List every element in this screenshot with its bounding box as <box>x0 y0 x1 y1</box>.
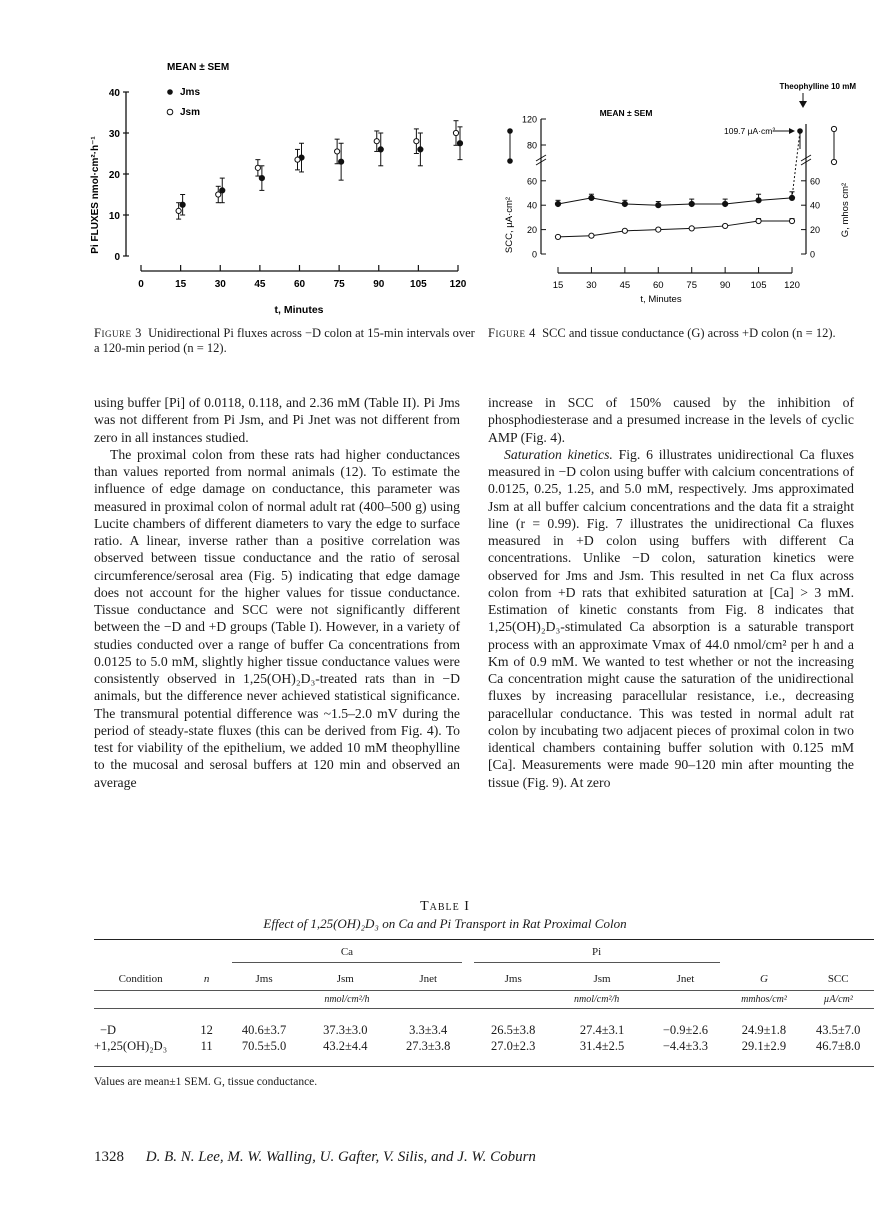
figure-4-chart <box>496 75 880 315</box>
y-right-tick-label: 0 <box>810 249 816 260</box>
y-right-tick-label: 20 <box>810 225 821 236</box>
x-tick-label: 60 <box>652 280 664 291</box>
g-point <box>723 223 728 228</box>
jsm-point <box>176 208 181 213</box>
table-1 <box>94 938 874 1054</box>
table-cell: 11 <box>200 1038 213 1053</box>
jsm-point <box>414 139 419 144</box>
y-right-tick-label: 40 <box>810 200 821 211</box>
table-header-scc: SCC <box>827 972 849 985</box>
fig3-legend-title: MEAN ± SEM <box>167 62 230 73</box>
table-header-pi-jsm: Jsm <box>593 972 611 985</box>
x-tick-label: 75 <box>686 280 698 291</box>
table-cell: 27.0±2.3 <box>491 1038 536 1053</box>
table-cell: 31.4±2.5 <box>579 1038 625 1053</box>
table-cell: 12 <box>200 1022 213 1037</box>
fig4-annotation: 109.7 µA·cm² <box>724 126 776 136</box>
x-tick-label: 45 <box>254 279 266 290</box>
table-cell: −D <box>100 1022 117 1037</box>
y-tick-label: 20 <box>108 170 120 181</box>
y-tick-label: 20 <box>526 225 537 236</box>
fig3-legend-jms: Jms <box>180 87 201 98</box>
table-units-scc: µA/cm² <box>823 993 853 1005</box>
x-tick-label: 120 <box>784 280 800 291</box>
y-tick-label: 40 <box>526 200 537 211</box>
table-row <box>94 1022 874 1038</box>
page-number: 1328 <box>94 1149 124 1165</box>
figure-3-chart <box>80 55 480 315</box>
fig3-legend-jsm: Jsm <box>180 107 201 118</box>
jsm-point <box>295 157 300 162</box>
x-tick-label: 90 <box>373 279 385 290</box>
body-right-column <box>488 394 854 791</box>
scc-point <box>589 195 594 200</box>
body-right-paragraph-1: increase in SCC of 150% caused by the inhibition of phosphodiesterase and a presumed increase in the levels of cyclic AMP (Fig. 4). <box>488 395 854 445</box>
table-cell: +1,25(OH)₂D₃ <box>94 1038 168 1053</box>
jsm-point <box>453 130 458 135</box>
x-tick-label: 60 <box>293 279 306 290</box>
table-bottom-rule <box>94 1066 874 1067</box>
table-cell: 37.3±3.0 <box>323 1022 368 1037</box>
table-title: Effect of 1,25(OH)₂D₃ on Ca and Pi Transport in Rat Proximal Colon <box>263 916 627 931</box>
scc-point <box>723 201 728 206</box>
jms-point <box>418 147 423 152</box>
fig3-legend-marker-jms <box>167 89 173 95</box>
figure-3-caption-text: Unidirectional Pi fluxes across −D colon at 15-min intervals over a 120-min period (n = 12). <box>94 326 475 355</box>
g-point <box>756 218 761 223</box>
table-header-condition: Condition <box>118 972 163 985</box>
jsm-point <box>216 192 221 197</box>
table-label: Table I <box>420 899 470 914</box>
g-point <box>622 228 627 233</box>
y-tick-label: 10 <box>108 211 120 222</box>
table-header-ca-jms: Jms <box>255 972 273 985</box>
author-line: D. B. N. Lee, M. W. Walling, U. Gafter, V. Silis, and J. W. Coburn <box>145 1149 536 1165</box>
table-header-pi-jms: Jms <box>504 972 522 985</box>
y-tick-label: 60 <box>526 176 537 187</box>
y-tick-label: 30 <box>108 129 120 140</box>
jsm-point <box>374 139 379 144</box>
table-row <box>94 1038 874 1054</box>
fig3-x-axis-label: t, Minutes <box>274 304 324 315</box>
body-left-paragraph-2: The proximal colon from these rats had higher conductances than values reported from normal animals (12). To estimate the influence of edge damage on conductance, this parameter was measured in proximal colon of normal adult rat (400–500 g) using Lucite chambers of different diameters to vary the edge to surface ratio. A linear, inverse rather than a positive correlation was observed between tissue conductance and the ratio of serosal circumference/serosal area (Fig. 5) indicating that edge damage does not account for the higher values for tissue conductance. Tissue conductance and SCC were not significantly different between the −D and +D groups (Table I). However, in a variety of studies conducted over a range of buffer Ca concentrations from 0.0125 to 5.0 mM, slightly higher tissue conductance values were consistently observed in 1,25(OH)₂D₃-treated rats than in −D animals, but the difference never achieved statistical significance. The transmural potential difference was ~1.5–2.0 mV during the period of steady-state fluxes (this can be derived from Fig. 4). To test for viability of the epithelium, we added 10 mM theophylline to the mucosal and serosal buffers at 120 min and observed an average <box>94 446 460 790</box>
x-tick-label: 90 <box>719 280 731 291</box>
x-tick-label: 45 <box>619 280 631 291</box>
table-cell: 43.5±7.0 <box>816 1022 861 1037</box>
body-left-paragraph-1: using buffer [Pi] of 0.0118, 0.118, and 2.36 mM (Table II). Pi Jms was not different from Pi Jsm, and Pi Jnet was not different from zero in all instances studied. <box>94 395 460 445</box>
section-heading-saturation: Saturation kinetics. <box>504 446 613 462</box>
table-cell: 40.6±3.7 <box>241 1022 287 1037</box>
fig4-right-key-marker-2 <box>831 159 836 164</box>
y-tick-label: 40 <box>108 88 120 99</box>
table-header-pi-jnet: Jnet <box>676 972 695 985</box>
jms-point <box>220 188 225 193</box>
figure-4-caption-text: SCC and tissue conductance (G) across +D colon (n = 12). <box>542 326 836 340</box>
x-tick-label: 0 <box>138 279 144 290</box>
x-tick-label: 120 <box>449 279 467 290</box>
table-units-g: mmhos/cm² <box>741 993 787 1005</box>
jsm-point <box>255 165 260 170</box>
scc-point <box>622 201 627 206</box>
y-tick-label: 120 <box>521 114 537 125</box>
y-tick-label: 0 <box>114 252 120 263</box>
x-tick-label: 75 <box>333 279 345 290</box>
g-point <box>589 233 594 238</box>
figure-4-caption <box>488 326 870 341</box>
x-tick-label: 15 <box>552 280 564 291</box>
table-cell: 24.9±1.8 <box>741 1022 787 1037</box>
table-group-ca: Ca <box>232 946 462 963</box>
body-right-paragraph-2: Fig. 6 illustrates unidirectional Ca fluxes measured in −D colon using buffer with calcium concentrations of 0.0125, 0.25, 1.25, and 5.0 mM, respectively. Jms approximated Jsm at all buffer calcium concentrations and the data fit a straight line (r = 0.99). Fig. 7 illustrates the unidirectional Ca fluxes measured in +D colon using buffers with different Ca concentrations. Unlike −D colon, saturation kinetics were observed for Jms and Jsm. This resulted in net Ca flux across colon from +D rats that exhibited saturation at [Ca] > 3 mM. Estimation of kinetic constants from Fig. 8 indicates that 1,25(OH)₂D₃-stimulated Ca absorption is a saturable transport process with an approximate Vmax of 44.0 nmol/cm² per h and a Km of 0.9 mM. We wanted to test whether or not the increasing Ca concentration might cause the saturation of the unidirectional fluxes by increasing paracellular resistance, i.e., decreasing paracellular conductance. This was tested in normal adult rat colon by incubating two adjacent pieces of proximal colon in two identical chambers containing buffer solution with 0.125 mM [Ca]. Measurements were made 90–120 min after mounting the tissue (Fig. 9). At zero <box>488 446 855 790</box>
fig3-y-axis-label: Pi FLUXES nmol·cm²·h⁻¹ <box>90 136 101 254</box>
table-units-ca: nmol/cm²/h <box>324 993 370 1005</box>
fig4-right-key-marker <box>831 126 836 131</box>
x-tick-label: 105 <box>410 279 427 290</box>
running-footer <box>94 1149 536 1166</box>
table-group-pi: Pi <box>474 946 720 963</box>
scc-point <box>656 203 661 208</box>
table-cell: −4.4±3.3 <box>662 1038 709 1053</box>
fig4-left-key-marker <box>507 128 513 134</box>
table-header-ca-jsm: Jsm <box>336 972 354 985</box>
table-units-pi: nmol/cm²/h <box>574 993 620 1005</box>
x-tick-label: 15 <box>175 279 187 290</box>
table-cell: 70.5±5.0 <box>241 1038 287 1053</box>
table-cell: 29.1±2.9 <box>741 1038 787 1053</box>
jsm-point <box>335 149 340 154</box>
scc-point <box>689 201 694 206</box>
fig4-theophylline-label: Theophylline 10 mM <box>779 82 856 91</box>
table-header-g: G <box>760 972 768 985</box>
table-cell: 27.4±3.1 <box>579 1022 625 1037</box>
scc-point <box>756 198 761 203</box>
figure-3-caption <box>94 326 476 356</box>
g-point <box>789 218 794 223</box>
table-cell: 46.7±8.0 <box>816 1038 861 1053</box>
g-point <box>689 226 694 231</box>
g-point <box>555 234 560 239</box>
theophylline-scc-point <box>797 128 803 134</box>
table-footnote: Values are mean±1 SEM. G, tissue conductance. <box>94 1076 318 1088</box>
table-cell: 26.5±3.8 <box>491 1022 536 1037</box>
y-right-tick-label: 60 <box>810 176 821 187</box>
figure-4-caption-label: Figure 4 <box>488 326 536 340</box>
table-cell: 43.2±4.4 <box>323 1038 368 1053</box>
fig4-x-axis-label: t, Minutes <box>640 294 682 305</box>
x-tick-label: 30 <box>214 279 226 290</box>
table-header-ca-jnet: Jnet <box>419 972 438 985</box>
table-header-n: n <box>203 972 210 985</box>
table-cell: 3.3±3.4 <box>409 1022 448 1037</box>
table-cell: −0.9±2.6 <box>662 1022 709 1037</box>
body-left-column <box>94 394 460 791</box>
table-cell: 27.3±3.8 <box>405 1038 451 1053</box>
theophylline-rise-line <box>792 131 800 198</box>
fig4-annotation-pointer-head <box>789 128 795 134</box>
fig3-legend-marker-jsm <box>167 109 173 115</box>
fig4-left-key-marker-2 <box>507 158 513 164</box>
figure-3-caption-label: Figure 3 <box>94 326 142 340</box>
fig4-arrow-head <box>799 101 807 108</box>
g-point <box>656 227 661 232</box>
x-tick-label: 105 <box>750 280 767 291</box>
y-tick-label: 80 <box>526 140 537 151</box>
fig4-right-axis-label: G, mhos cm² <box>840 182 851 238</box>
scc-point <box>555 201 560 206</box>
fig4-left-axis-label: SCC, µA·cm² <box>504 196 515 254</box>
x-tick-label: 30 <box>586 280 597 291</box>
y-tick-label: 0 <box>531 249 537 260</box>
fig4-legend-title: MEAN ± SEM <box>599 108 653 118</box>
